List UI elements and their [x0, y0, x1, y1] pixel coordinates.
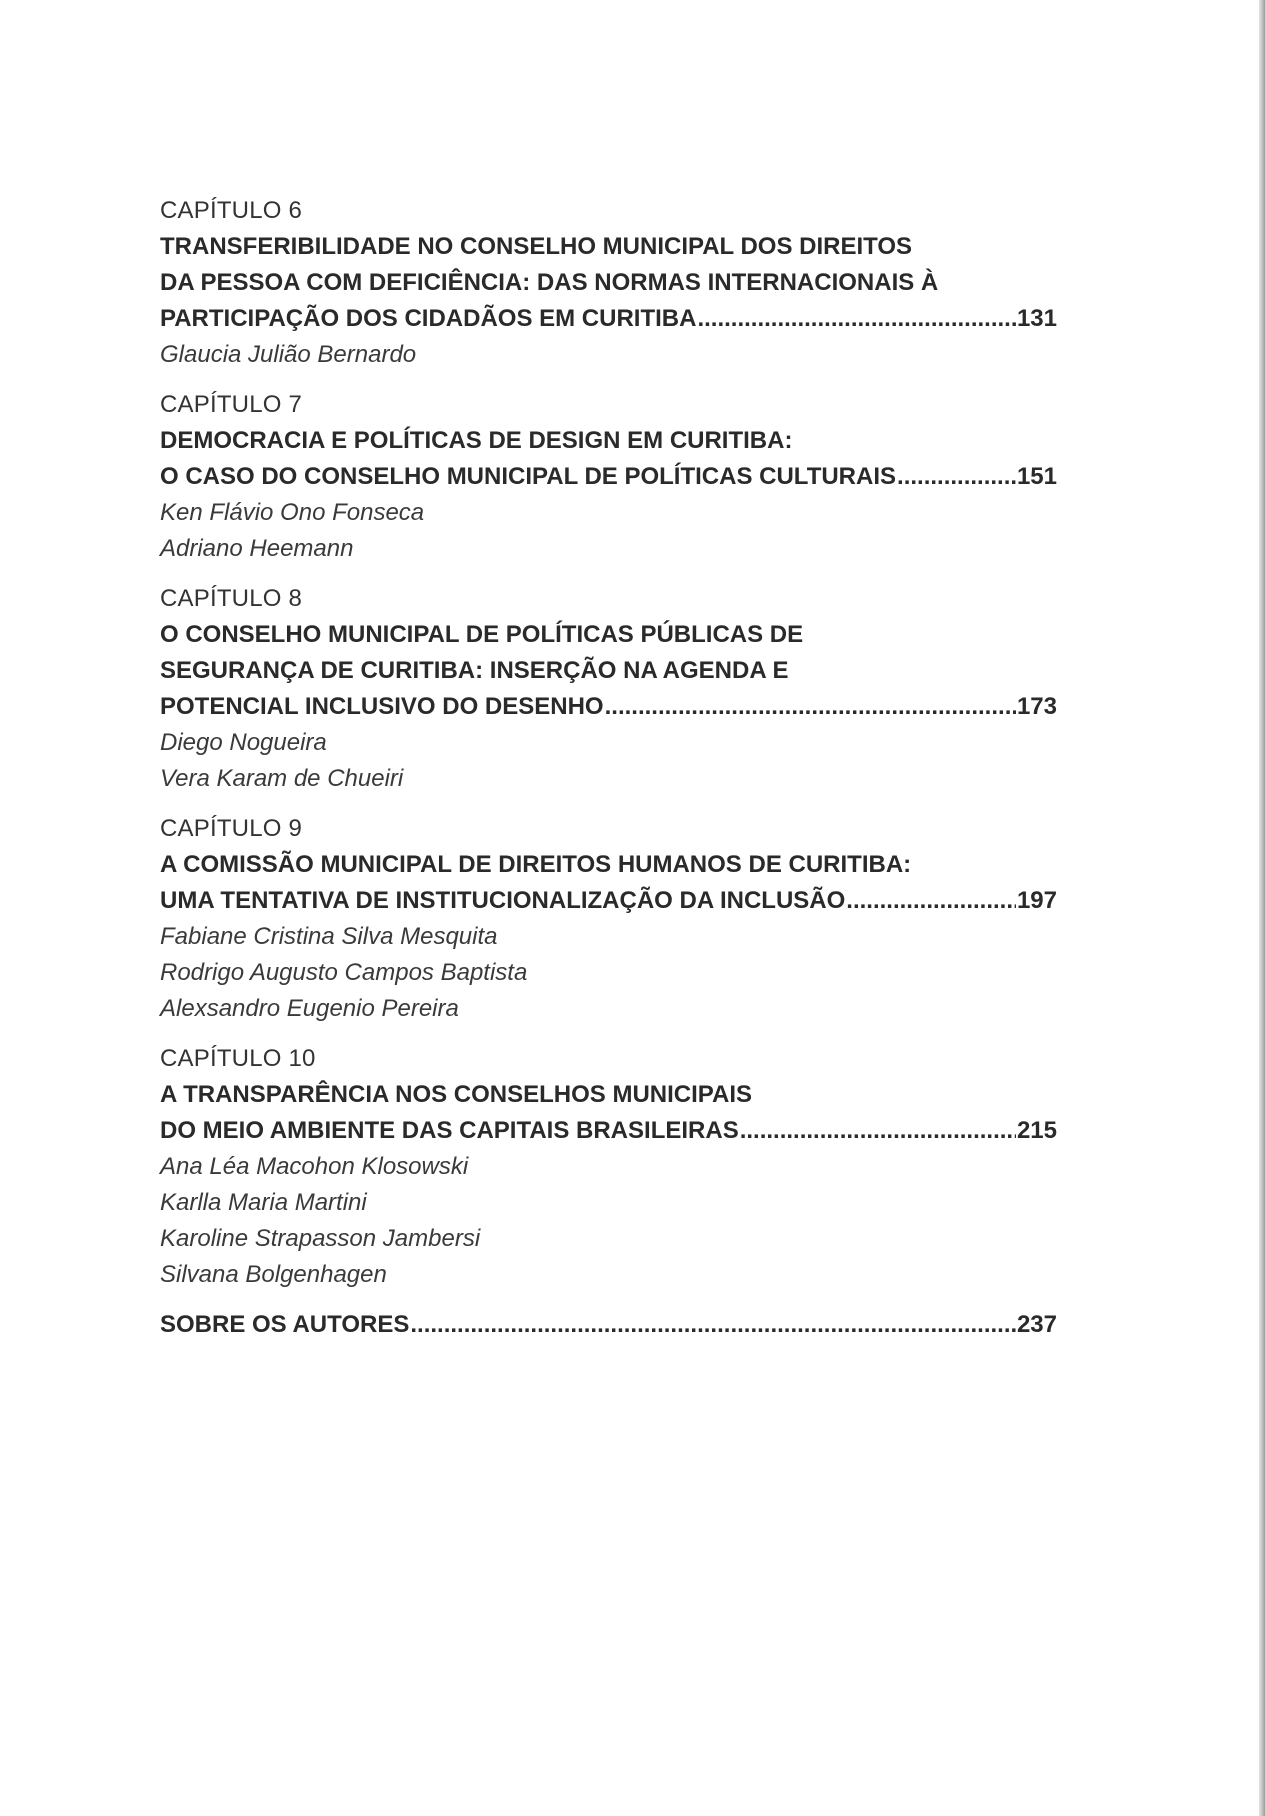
dot-leader — [897, 459, 1016, 495]
page-number: 237 — [1016, 1311, 1057, 1338]
page-edge-shadow — [1259, 0, 1265, 1816]
chapter-title-line: DEMOCRACIA E POLÍTICAS DE DESIGN EM CURITIBA: — [160, 427, 793, 454]
chapter-title-with-page[interactable] — [160, 459, 1057, 495]
page-number: 197 — [1016, 887, 1057, 914]
chapter-author: Ana Léa Macohon Klosowski — [160, 1153, 469, 1180]
chapter-title-with-page[interactable] — [160, 301, 1057, 337]
chapter-title-line: POTENCIAL INCLUSIVO DO DESENHO — [160, 693, 604, 720]
about-authors-title: SOBRE OS AUTORES — [160, 1311, 410, 1338]
chapter-author: Karlla Maria Martini — [160, 1189, 367, 1216]
chapter-title-line: DA PESSOA COM DEFICIÊNCIA: DAS NORMAS INTERNACIONAIS À — [160, 269, 939, 296]
chapter-title-with-page[interactable] — [160, 883, 1057, 919]
chapter-label: CAPÍTULO 10 — [160, 1045, 316, 1072]
dot-leader — [846, 883, 1016, 919]
chapter-title-line: O CASO DO CONSELHO MUNICIPAL DE POLÍTICAS CULTURAIS — [160, 463, 897, 490]
dot-leader — [697, 301, 1016, 337]
chapter-title-with-page[interactable] — [160, 689, 1057, 725]
toc-entry-chapter-6 — [160, 193, 1057, 373]
chapter-title-with-page[interactable] — [160, 1113, 1057, 1149]
chapter-author: Karoline Strapasson Jambersi — [160, 1225, 481, 1252]
chapter-author: Rodrigo Augusto Campos Baptista — [160, 959, 528, 986]
chapter-title-line: SEGURANÇA DE CURITIBA: INSERÇÃO NA AGENDA E — [160, 657, 789, 684]
dot-leader — [410, 1307, 1016, 1343]
toc-entry-chapter-9 — [160, 811, 1057, 1027]
toc-entry-about-authors — [160, 1307, 1057, 1343]
chapter-title-line: PARTICIPAÇÃO DOS CIDADÃOS EM CURITIBA — [160, 305, 697, 332]
toc-entry-chapter-10 — [160, 1041, 1057, 1293]
chapter-author: Adriano Heemann — [160, 535, 354, 562]
chapter-title-line: A TRANSPARÊNCIA NOS CONSELHOS MUNICIPAIS — [160, 1081, 753, 1108]
chapter-title-line: O CONSELHO MUNICIPAL DE POLÍTICAS PÚBLICAS DE — [160, 621, 804, 648]
chapter-label: CAPÍTULO 7 — [160, 391, 303, 418]
chapter-author: Fabiane Cristina Silva Mesquita — [160, 923, 498, 950]
table-of-contents — [160, 193, 1057, 1343]
toc-entry-chapter-8 — [160, 581, 1057, 797]
chapter-title-line: TRANSFERIBILIDADE NO CONSELHO MUNICIPAL DOS DIREITOS — [160, 233, 913, 260]
toc-entry-chapter-7 — [160, 387, 1057, 567]
chapter-label: CAPÍTULO 9 — [160, 815, 303, 842]
about-authors-with-page[interactable] — [160, 1307, 1057, 1343]
chapter-title-line: DO MEIO AMBIENTE DAS CAPITAIS BRASILEIRAS — [160, 1117, 739, 1144]
page-number: 173 — [1016, 693, 1057, 720]
dot-leader — [740, 1113, 1016, 1149]
chapter-label: CAPÍTULO 6 — [160, 197, 303, 224]
dot-leader — [605, 689, 1016, 725]
chapter-author: Glaucia Julião Bernardo — [160, 341, 417, 368]
chapter-author: Ken Flávio Ono Fonseca — [160, 499, 425, 526]
chapter-author: Vera Karam de Chueiri — [160, 765, 404, 792]
page-number: 215 — [1016, 1117, 1057, 1144]
chapter-label: CAPÍTULO 8 — [160, 585, 303, 612]
page-number: 151 — [1016, 463, 1057, 490]
chapter-author: Alexsandro Eugenio Pereira — [160, 995, 459, 1022]
chapter-author: Diego Nogueira — [160, 729, 327, 756]
chapter-title-line: A COMISSÃO MUNICIPAL DE DIREITOS HUMANOS DE CURITIBA: — [160, 851, 912, 878]
page-number: 131 — [1016, 305, 1057, 332]
chapter-author: Silvana Bolgenhagen — [160, 1261, 387, 1288]
chapter-title-line: UMA TENTATIVA DE INSTITUCIONALIZAÇÃO DA INCLUSÃO — [160, 887, 846, 914]
